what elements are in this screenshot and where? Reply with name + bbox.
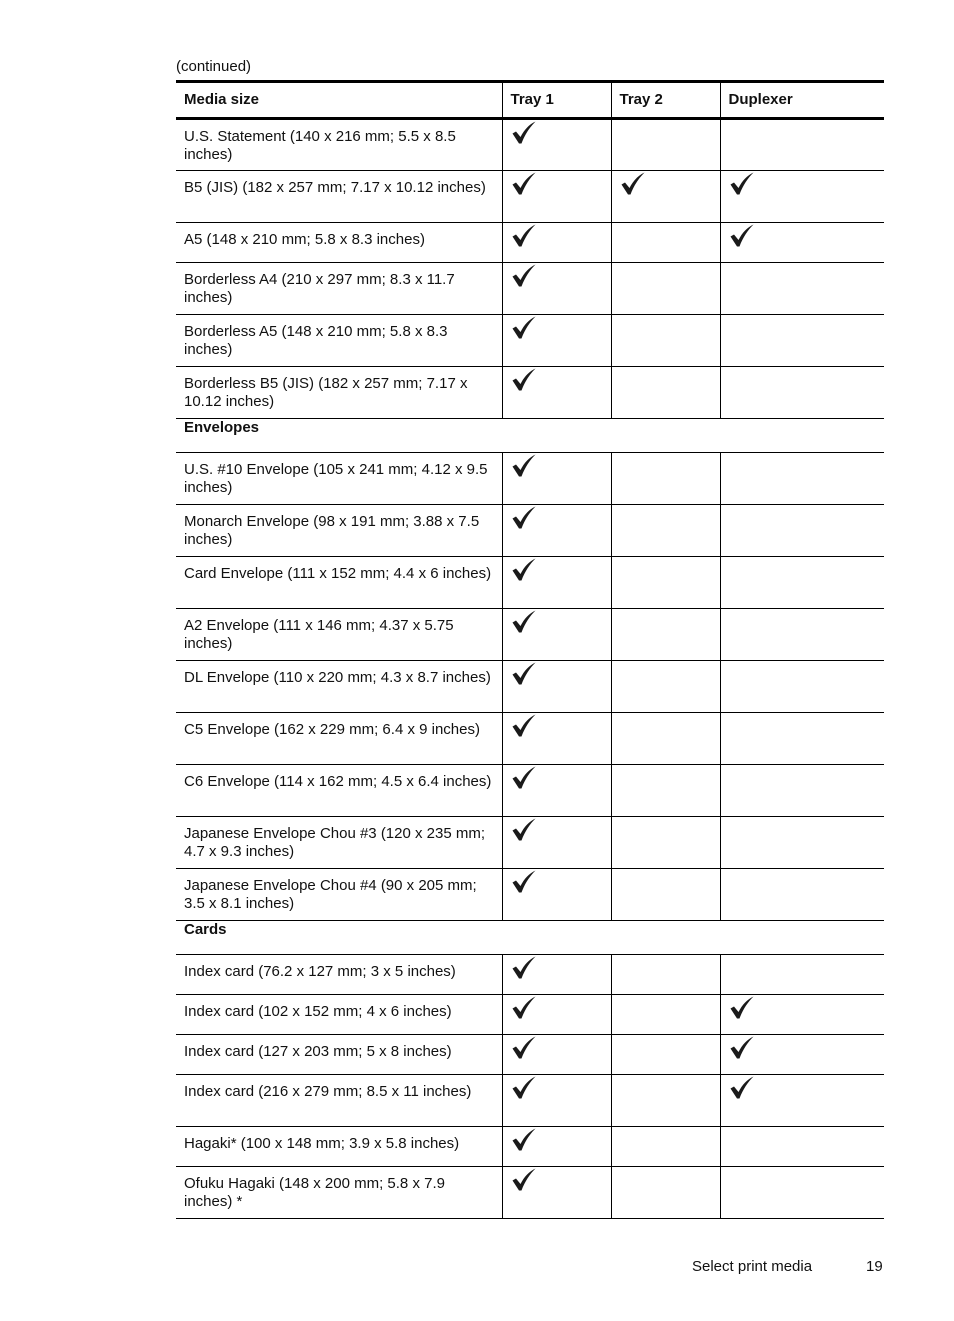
tray2-cell (611, 1167, 720, 1219)
duplexer-cell (720, 713, 884, 765)
duplexer-cell (720, 315, 884, 367)
tray2-cell (611, 263, 720, 315)
tray1-cell (502, 661, 611, 713)
tray2-cell (611, 1127, 720, 1167)
tray1-cell (502, 869, 611, 921)
tray2-cell (611, 817, 720, 869)
checkmark-icon (511, 557, 537, 583)
media-size-cell: Borderless A5 (148 x 210 mm; 5.8 x 8.3 inches) (176, 315, 502, 367)
media-size-cell: Borderless B5 (JIS) (182 x 257 mm; 7.17 x 10.12 inches) (176, 367, 502, 419)
media-size-cell: U.S. Statement (140 x 216 mm; 5.5 x 8.5 inches) (176, 119, 502, 171)
tray1-cell (502, 1075, 611, 1127)
checkmark-icon (511, 223, 537, 249)
tray1-cell (502, 315, 611, 367)
duplexer-cell (720, 453, 884, 505)
table-row (176, 995, 884, 1035)
duplexer-cell (720, 1075, 884, 1127)
tray2-cell (611, 367, 720, 419)
checkmark-icon (511, 1127, 537, 1153)
tray1-cell (502, 505, 611, 557)
duplexer-cell (720, 1127, 884, 1167)
duplexer-cell (720, 171, 884, 223)
tray1-cell (502, 1035, 611, 1075)
checkmark-icon (620, 171, 646, 197)
tray2-cell (611, 661, 720, 713)
duplexer-cell (720, 869, 884, 921)
table-row (176, 119, 884, 171)
checkmark-icon (729, 171, 755, 197)
table-row (176, 315, 884, 367)
page-number: 19 (866, 1258, 883, 1275)
checkmark-icon (511, 1035, 537, 1061)
media-size-table (176, 80, 884, 1219)
checkmark-icon (511, 661, 537, 687)
media-size-cell: Monarch Envelope (98 x 191 mm; 3.88 x 7.5 inches) (176, 505, 502, 557)
table-row (176, 1075, 884, 1127)
table-row (176, 609, 884, 661)
duplexer-cell (720, 505, 884, 557)
media-size-cell: DL Envelope (110 x 220 mm; 4.3 x 8.7 inches) (176, 661, 502, 713)
table-body (176, 119, 884, 1219)
header-media-size: Media size (176, 82, 502, 119)
tray1-cell (502, 557, 611, 609)
table-row (176, 367, 884, 419)
table-row (176, 223, 884, 263)
media-size-cell: C5 Envelope (162 x 229 mm; 6.4 x 9 inches) (176, 713, 502, 765)
checkmark-icon (511, 367, 537, 393)
checkmark-icon (729, 1075, 755, 1101)
table-row (176, 817, 884, 869)
checkmark-icon (729, 223, 755, 249)
duplexer-cell (720, 661, 884, 713)
media-size-cell: A5 (148 x 210 mm; 5.8 x 8.3 inches) (176, 223, 502, 263)
tray1-cell (502, 453, 611, 505)
tray1-cell (502, 955, 611, 995)
checkmark-icon (729, 995, 755, 1021)
checkmark-icon (511, 505, 537, 531)
checkmark-icon (511, 315, 537, 341)
table-row (176, 1035, 884, 1075)
tray1-cell (502, 223, 611, 263)
table-row (176, 661, 884, 713)
tray1-cell (502, 367, 611, 419)
media-size-cell: U.S. #10 Envelope (105 x 241 mm; 4.12 x 9.5 inches) (176, 453, 502, 505)
tray1-cell (502, 119, 611, 171)
tray2-cell (611, 1035, 720, 1075)
tray2-cell (611, 713, 720, 765)
media-size-cell: Borderless A4 (210 x 297 mm; 8.3 x 11.7 inches) (176, 263, 502, 315)
table-row (176, 1167, 884, 1219)
table-header-row (176, 82, 884, 119)
media-size-cell: B5 (JIS) (182 x 257 mm; 7.17 x 10.12 inches) (176, 171, 502, 223)
footer-section-title: Select print media (692, 1258, 813, 1275)
media-size-cell: Japanese Envelope Chou #3 (120 x 235 mm; 4.7 x 9.3 inches) (176, 817, 502, 869)
media-size-cell: A2 Envelope (111 x 146 mm; 4.37 x 5.75 inches) (176, 609, 502, 661)
tray2-cell (611, 995, 720, 1035)
checkmark-icon (511, 609, 537, 635)
table-row (176, 557, 884, 609)
media-size-cell: Hagaki* (100 x 148 mm; 3.9 x 5.8 inches) (176, 1127, 502, 1167)
media-size-cell: Card Envelope (111 x 152 mm; 4.4 x 6 inches) (176, 557, 502, 609)
table-row (176, 1127, 884, 1167)
media-size-cell: Japanese Envelope Chou #4 (90 x 205 mm; 3.5 x 8.1 inches) (176, 869, 502, 921)
table-row (176, 263, 884, 315)
duplexer-cell (720, 367, 884, 419)
checkmark-icon (511, 765, 537, 791)
checkmark-icon (511, 263, 537, 289)
table-row (176, 713, 884, 765)
tray1-cell (502, 713, 611, 765)
tray1-cell (502, 817, 611, 869)
table-row (176, 453, 884, 505)
tray2-cell (611, 315, 720, 367)
duplexer-cell (720, 995, 884, 1035)
checkmark-icon (511, 817, 537, 843)
checkmark-icon (511, 713, 537, 739)
media-size-cell: Index card (102 x 152 mm; 4 x 6 inches) (176, 995, 502, 1035)
media-size-cell: Index card (127 x 203 mm; 5 x 8 inches) (176, 1035, 502, 1075)
duplexer-cell (720, 817, 884, 869)
tray2-cell (611, 1075, 720, 1127)
tray1-cell (502, 1127, 611, 1167)
checkmark-icon (511, 120, 537, 146)
media-size-cell: Index card (76.2 x 127 mm; 3 x 5 inches) (176, 955, 502, 995)
tray1-cell (502, 765, 611, 817)
duplexer-cell (720, 1167, 884, 1219)
table-row (176, 869, 884, 921)
checkmark-icon (511, 171, 537, 197)
duplexer-cell (720, 1035, 884, 1075)
checkmark-icon (511, 869, 537, 895)
checkmark-icon (511, 453, 537, 479)
continued-label: (continued) (176, 58, 252, 75)
tray2-cell (611, 955, 720, 995)
duplexer-cell (720, 557, 884, 609)
tray1-cell (502, 609, 611, 661)
media-size-cell: C6 Envelope (114 x 162 mm; 4.5 x 6.4 inches) (176, 765, 502, 817)
checkmark-icon (511, 955, 537, 981)
section-heading: Envelopes (176, 419, 884, 453)
media-size-cell: Ofuku Hagaki (148 x 200 mm; 5.8 x 7.9 inches) * (176, 1167, 502, 1219)
tray2-cell (611, 609, 720, 661)
tray2-cell (611, 119, 720, 171)
section-row (176, 419, 884, 453)
media-size-cell: Index card (216 x 279 mm; 8.5 x 11 inches) (176, 1075, 502, 1127)
duplexer-cell (720, 263, 884, 315)
header-tray1: Tray 1 (502, 82, 611, 119)
table-row (176, 765, 884, 817)
duplexer-cell (720, 955, 884, 995)
duplexer-cell (720, 223, 884, 263)
duplexer-cell (720, 609, 884, 661)
checkmark-icon (511, 1167, 537, 1193)
tray2-cell (611, 171, 720, 223)
header-tray2: Tray 2 (611, 82, 720, 119)
checkmark-icon (511, 995, 537, 1021)
section-heading: Cards (176, 921, 884, 955)
table-row (176, 505, 884, 557)
tray2-cell (611, 557, 720, 609)
table-row (176, 171, 884, 223)
tray2-cell (611, 765, 720, 817)
section-row (176, 921, 884, 955)
tray1-cell (502, 995, 611, 1035)
tray2-cell (611, 505, 720, 557)
tray1-cell (502, 171, 611, 223)
checkmark-icon (729, 1035, 755, 1061)
header-duplexer: Duplexer (720, 82, 884, 119)
tray1-cell (502, 1167, 611, 1219)
tray2-cell (611, 453, 720, 505)
duplexer-cell (720, 119, 884, 171)
duplexer-cell (720, 765, 884, 817)
tray2-cell (611, 869, 720, 921)
checkmark-icon (511, 1075, 537, 1101)
table-row (176, 955, 884, 995)
tray1-cell (502, 263, 611, 315)
tray2-cell (611, 223, 720, 263)
